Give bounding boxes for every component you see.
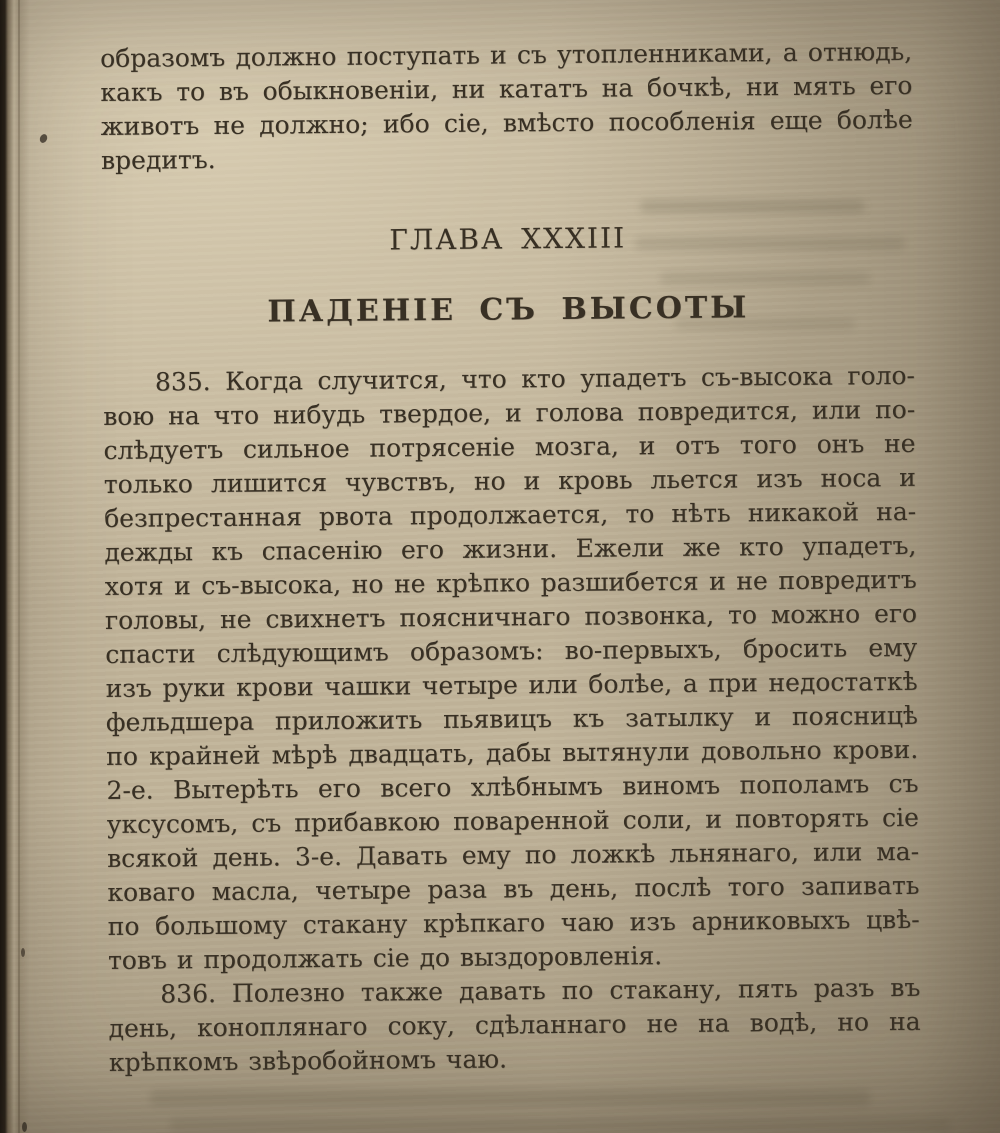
text-line: слѣдуетъ сильное потрясеніе мозга, и отъ того онъ не <box>103 428 916 465</box>
text-line: вою на что нибудь твердое, и голова повредится, или по- <box>103 394 916 431</box>
text-line: безпрестанная рвота продолжается, то нѣть никакой на- <box>104 496 917 533</box>
chapter-heading: ГЛАВА XXXIII <box>389 221 627 257</box>
page-text-block <box>100 35 921 1080</box>
continuation-paragraph <box>100 35 913 178</box>
text-line: 836. Полезно также давать по стакану, пять разъ въ <box>160 972 921 1009</box>
text-line: головы, не свихнетъ поясничнаго позвонка, то можно его <box>104 598 918 635</box>
text-line: 835. Когда случится, что кто упадетъ съ-высока голо- <box>154 360 916 397</box>
text-line: хотя и съ-высока, но не крѣпко разшибется и не повредитъ <box>104 564 917 601</box>
text-line: всякой день. 3-е. Давать ему по ложкѣ льнянаго, или ма- <box>106 836 920 873</box>
text-line: по большому стакану крѣпкаго чаю изъ арниковыхъ цвѣ- <box>107 904 920 941</box>
text-line: коваго масла, четыре раза въ день, послѣ того запивать <box>107 870 920 907</box>
text-line: крѣпкомъ звѣробойномъ чаю. <box>108 1044 508 1077</box>
text-line: 2-е. Вытерѣть его всего хлѣбнымъ виномъ пополамъ съ <box>106 768 919 805</box>
text-line: уксусомъ, съ прибавкою поваренной соли, и повторять сіе <box>106 802 919 839</box>
paper-speck <box>21 948 25 957</box>
page-crease <box>18 0 20 1133</box>
chapter-title: ПАДЕНІЕ СЪ ВЫСОТЫ <box>267 290 750 330</box>
text-line: образомъ должно поступать и съ утопленниками, а отнюдь, <box>100 36 913 73</box>
text-line: спасти слѣдующимъ образомъ: во-первыхъ, бросить ему <box>105 632 918 669</box>
text-line: какъ то въ обыкновеніи, ни кататъ на бочкѣ, ни мять его <box>100 70 913 107</box>
text-line: товъ и продолжать сіе до выздоровленія. <box>107 941 663 975</box>
text-line: вредитъ. <box>100 144 216 175</box>
bleedthrough-smudge <box>150 1090 870 1106</box>
text-line: фельдшера приложить пьявицъ къ затылку и поясницѣ <box>105 700 919 737</box>
text-line: день, коноплянаго соку, сдѣланнаго не на водѣ, но на <box>108 1006 921 1043</box>
paragraph-836 <box>108 971 921 1080</box>
text-line: по крайней мѣрѣ двадцать, дабы вытянули довольно крови. <box>106 734 919 771</box>
text-line: изъ руки крови чашки четыре или болѣе, а при недостаткѣ <box>105 666 918 703</box>
paper-speck <box>22 1122 27 1132</box>
text-line: дежды къ спасенію его жизни. Ежели же кто упадетъ, <box>104 530 917 567</box>
text-line: только лишится чувствъ, но и кровь льется изъ носа и <box>103 462 916 499</box>
text-line: животъ не должно; ибо сіе, вмѣсто пособленія еще болѣе <box>100 104 913 141</box>
paragraph-835 <box>103 359 920 978</box>
bleedthrough-smudge <box>170 1118 950 1132</box>
paper-speck <box>38 133 48 144</box>
